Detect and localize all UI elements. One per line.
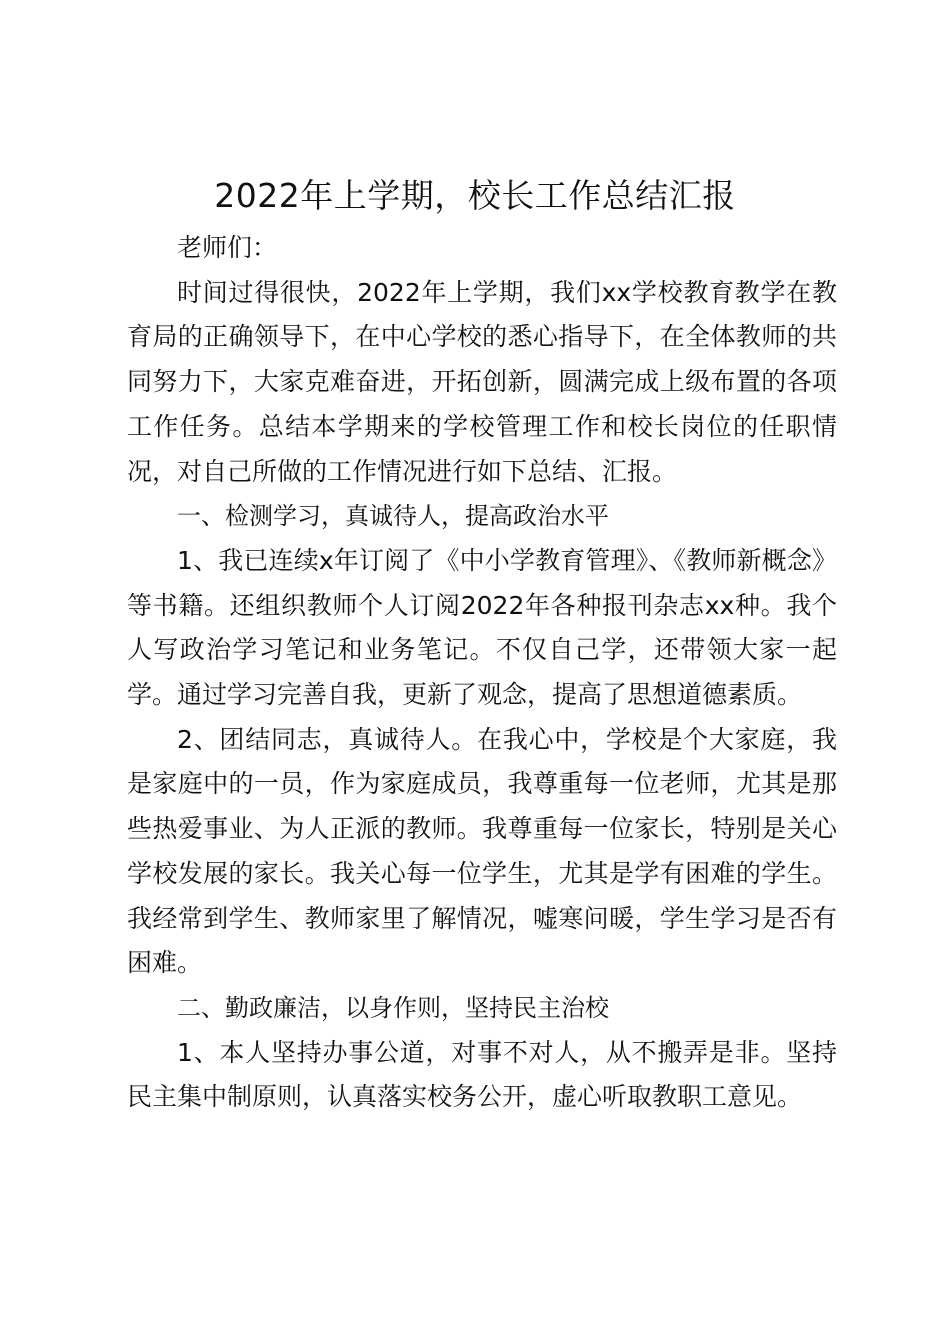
document-title: 2022年上学期，校长工作总结汇报 <box>214 176 736 215</box>
section-heading-1: 一、检测学习，真诚待人，提高政治水平 <box>177 502 609 531</box>
paragraph-1-2: 2、团结同志，真诚待人。在我心中，学校是个大家庭，我是家庭中的一员，作为家庭成员，我尊重每一位老师，尤其是那些热爱事业、为人正派的教师。我尊重每一位家长，特别是关心学校发展的家长。我关心每一位学生，尤其是学有困难的学生。我经常到学生、教师家里了解情况，嘘寒问暖，学生学习是否有困难。 <box>127 724 837 978</box>
paragraph-1-1: 1、我已连续x年订阅了《中小学教育管理》、《教师新概念》等书籍。还组织教师个人订阅2022年各种报刊杂志xx种。我个人写政治学习笔记和业务笔记。不仅自己学，还带领大家一起学。通过学习完善自我，更新了观念，提高了思想道德素质。 <box>127 545 837 710</box>
section-heading-2: 二、勤政廉洁，以身作则，坚持民主治校 <box>177 993 609 1022</box>
paragraph-intro: 时间过得很快，2022年上学期，我们xx学校教育教学在教育局的正确领导下，在中心学校的悉心指导下，在全体教师的共同努力下，大家克难奋进，开拓创新，圆满完成上级布置的各项工作任务。总结本学期来的学校管理工作和校长岗位的任职情况，对自己所做的工作情况进行如下总结、汇报。 <box>127 277 837 486</box>
salutation: 老师们： <box>177 233 278 262</box>
paragraph-2-1: 1、本人坚持办事公道，对事不对人，从不搬弄是非。坚持民主集中制原则，认真落实校务公开，虚心听取教职工意见。 <box>127 1037 837 1112</box>
document-body <box>127 226 837 1120</box>
